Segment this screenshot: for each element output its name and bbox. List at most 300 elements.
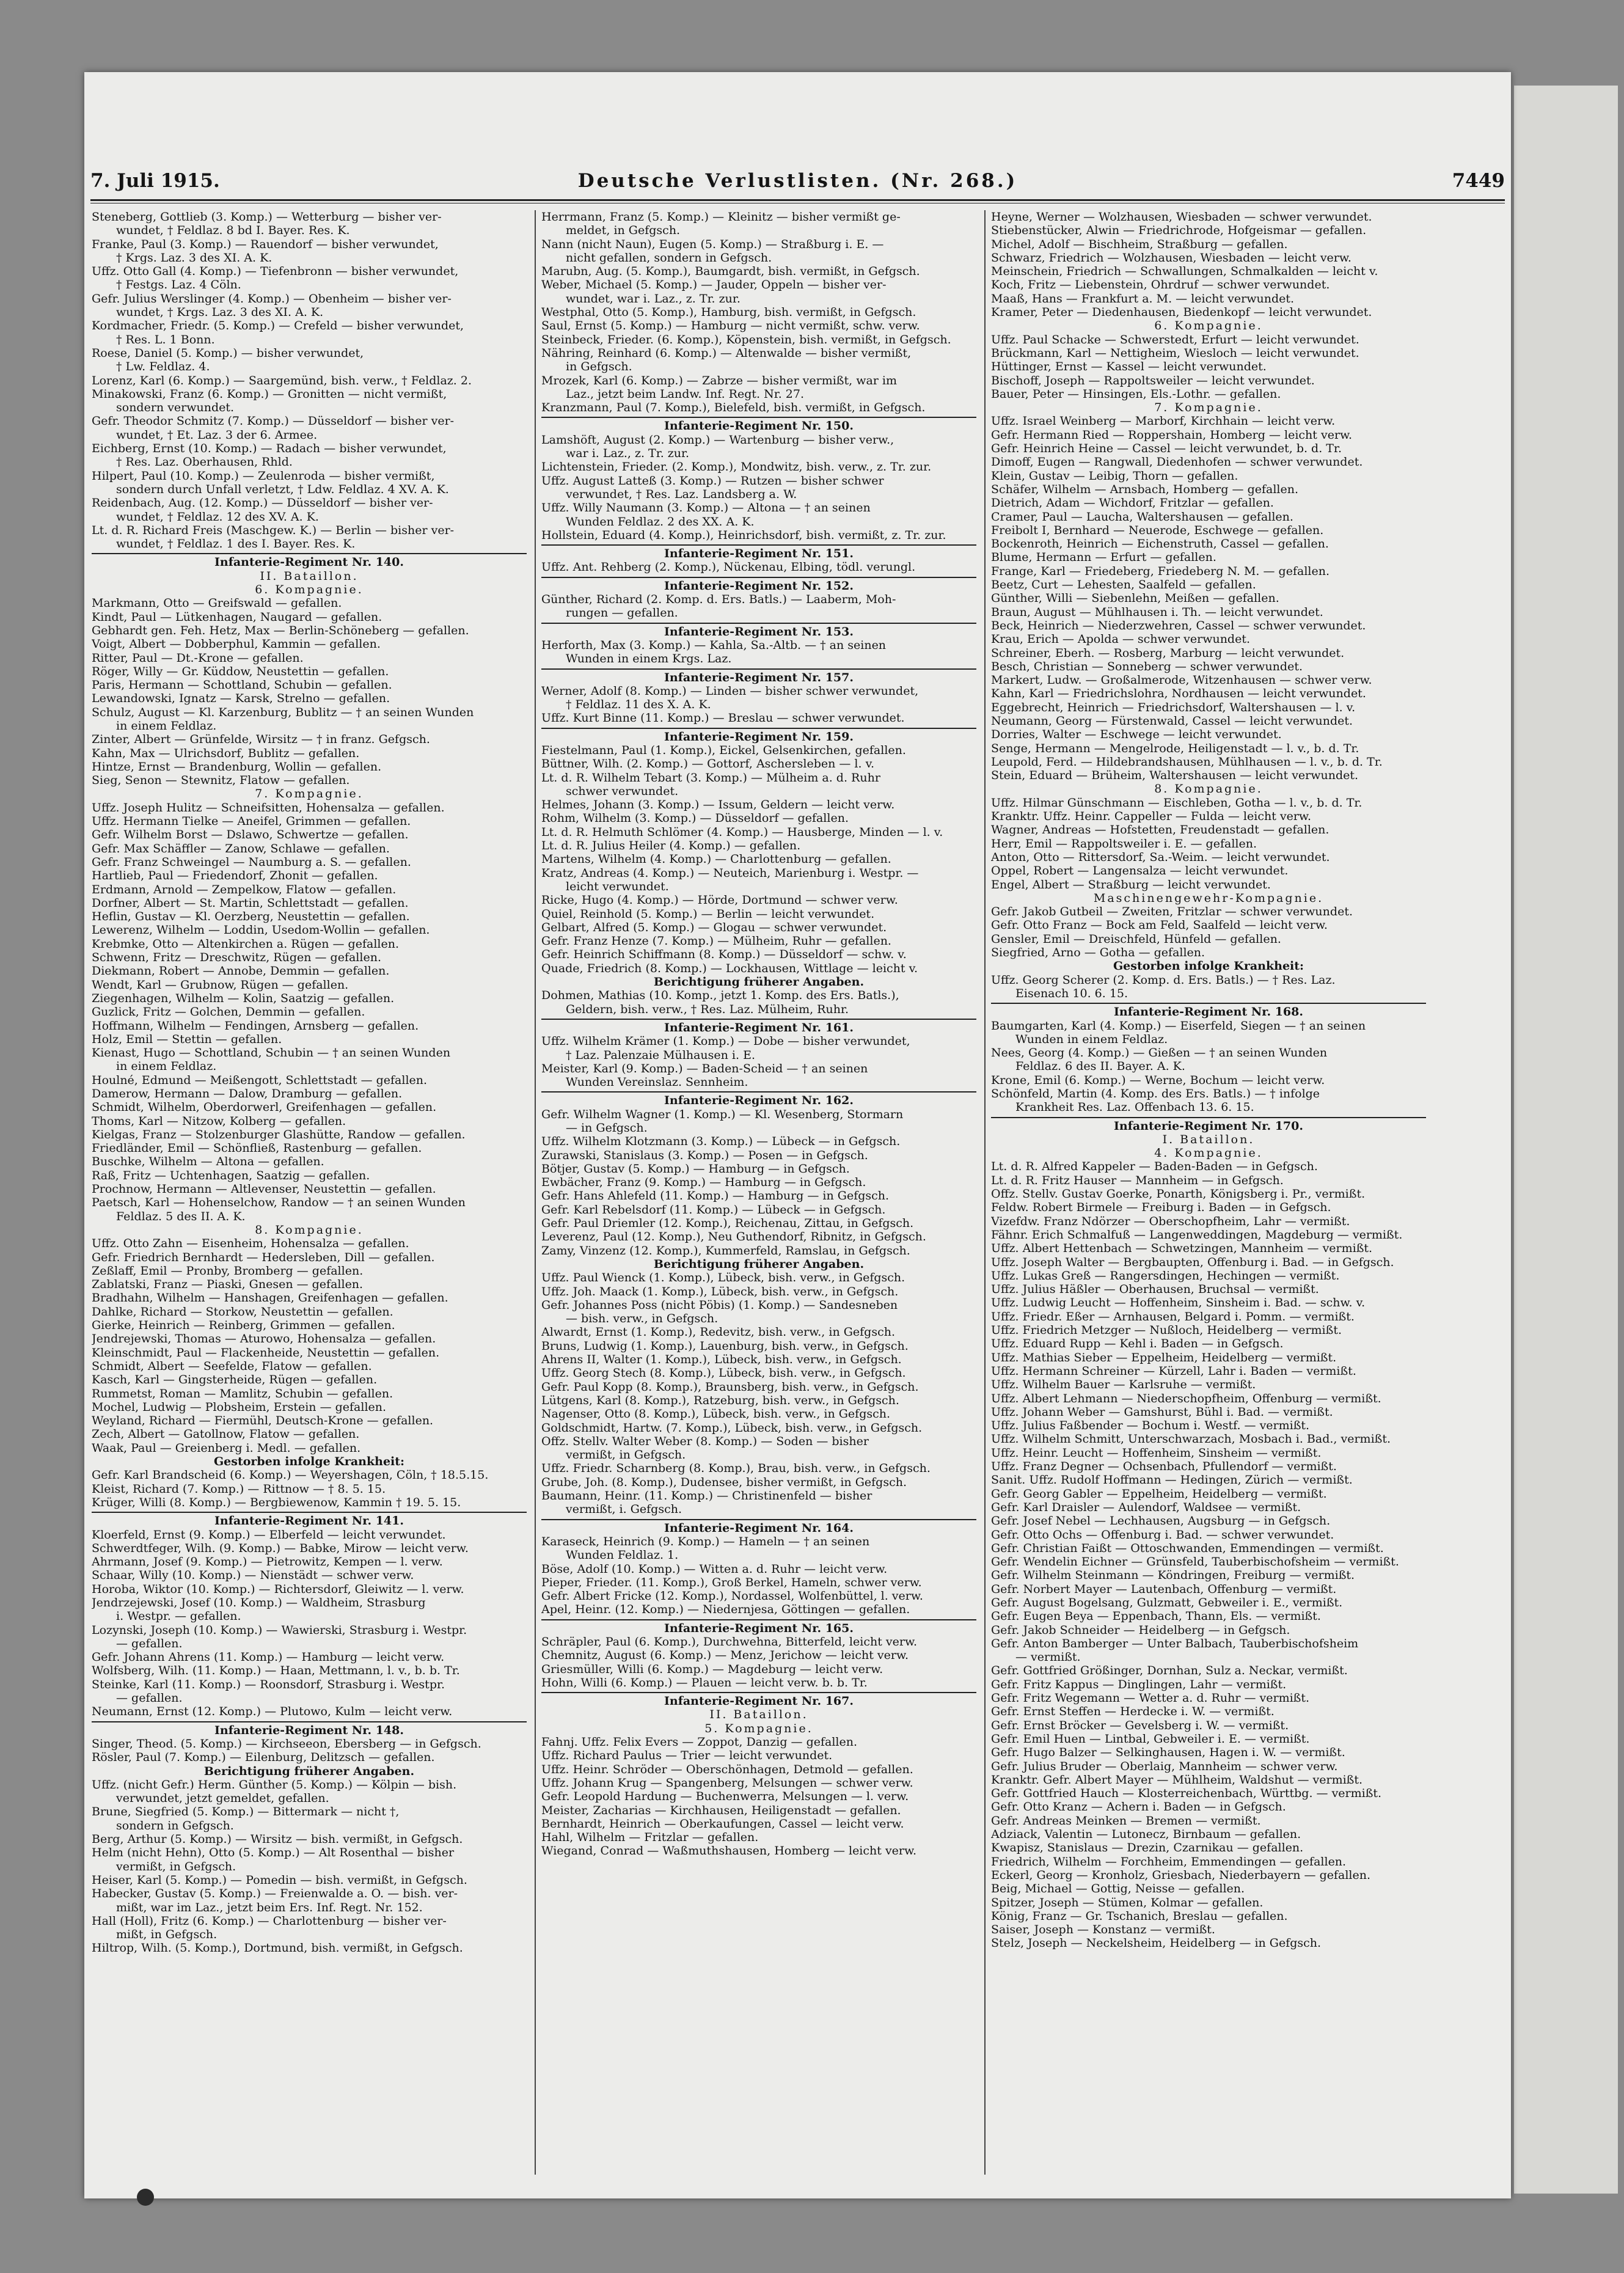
entry-continuation: nicht gefallen, sondern in Gefgsch. [566, 251, 772, 265]
casualty-entry: Oppel, Robert — Langensalza — leicht verwundet. [991, 864, 1289, 878]
casualty-entry: Kranktr. Gefr. Albert Mayer — Mühlheim, Waldshut — vermißt. [991, 1773, 1363, 1787]
casualty-entry: Neumann, Ernst (12. Komp.) — Plutowo, Kulm — leicht verw. [92, 1705, 453, 1719]
casualty-entry: Gefr. Jakob Gutbeil — Zweiten, Fritzlar — schwer verwundet. [991, 905, 1353, 919]
casualty-entry: Paetsch, Karl — Hohenselchow, Randow — † an seinen Wunden [92, 1196, 466, 1210]
casualty-entry: Kratz, Andreas (4. Komp.) — Neuteich, Marienburg i. Westpr. — [541, 866, 919, 880]
entry-continuation: Feldlaz. 5 des II. A. K. [116, 1209, 246, 1223]
casualty-entry: Dohmen, Mathias (10. Komp., jetzt 1. Komp. des Ers. Batls.), [541, 989, 899, 1003]
casualty-entry: Schäfer, Wilhelm — Arnsbach, Homberg — gefallen. [991, 482, 1299, 496]
casualty-entry: Hartlieb, Paul — Friedendorf, Zhonit — gefallen. [92, 869, 378, 883]
casualty-entry: Kielgas, Franz — Stolzenburger Glashütte, Randow — gefallen. [92, 1127, 466, 1141]
entry-continuation: † Feldlaz. 11 des X. A. K. [566, 698, 711, 712]
casualty-entry: Uffz. Israel Weinberg — Marborf, Kirchhain — leicht verw. [991, 414, 1336, 428]
entry-continuation: Wunden Feldlaz. 2 des XX. A. K. [566, 514, 755, 529]
casualty-entry: Gefr. Gottfried Größinger, Dornhan, Sulz a. Neckar, vermißt. [991, 1664, 1348, 1678]
casualty-entry: Uffz. Julius Faßbender — Bochum i. Westf. — vermißt. [991, 1419, 1310, 1433]
section-note: Berichtigung früherer Angaben. [203, 1764, 415, 1778]
casualty-entry: Uffz. Johann Krug — Spangenberg, Melsungen — schwer verw. [541, 1776, 913, 1790]
casualty-entry: Reidenbach, Aug. (12. Komp.) — Düsseldorf — bisher ver- [92, 496, 433, 510]
entry-continuation: wundet, † Feldlaz. 1 des I. Bayer. Res. K. [116, 537, 356, 551]
casualty-entry: Kranktr. Uffz. Heinr. Cappeller — Fulda — leicht verw. [991, 810, 1311, 824]
casualty-entry: Uffz. Otto Gall (4. Komp.) — Tiefenbronn — bisher verwundet, [92, 265, 459, 279]
casualty-entry: Bötjer, Gustav (5. Komp.) — Hamburg — in Gefgsch. [541, 1162, 850, 1176]
casualty-entry: Voigt, Albert — Dobberphul, Kammin — gefallen. [92, 637, 381, 651]
casualty-entry: Ahrens II, Walter (1. Komp.), Lübeck, bish. verw., in Gefgsch. [541, 1353, 902, 1367]
casualty-entry: Minakowski, Franz (6. Komp.) — Gronitten — nicht vermißt, [92, 387, 447, 401]
page-header [90, 170, 1505, 200]
casualty-entry: Dimoff, Eugen — Rangwall, Diedenhofen — schwer verwundet. [991, 455, 1363, 469]
casualty-entry: Damerow, Hermann — Dalow, Dramburg — gefallen. [92, 1087, 403, 1100]
casualty-entry: Guzlick, Fritz — Golchen, Demmin — gefallen. [92, 1005, 365, 1019]
casualty-entry: Schwerdtfeger, Wilh. (9. Komp.) — Babke, Mirow — leicht verw. [92, 1541, 469, 1555]
casualty-entry: Beig, Michael — Gottig, Neisse — gefallen. [991, 1882, 1245, 1896]
casualty-entry: Vizefdw. Franz Ndörzer — Oberschopfheim, Lahr — vermißt. [991, 1214, 1350, 1228]
casualty-entry: Jendrzejewski, Josef (10. Komp.) — Waldheim, Strasburg [92, 1595, 426, 1609]
casualty-entry: Baumgarten, Karl (4. Komp.) — Eiserfeld, Siegen — † an seinen [991, 1019, 1366, 1033]
casualty-entry: Besch, Christian — Sonneberg — schwer verwundet. [991, 659, 1303, 673]
casualty-entry: Maaß, Hans — Frankfurt a. M. — leicht verwundet. [991, 291, 1295, 306]
casualty-entry: Gefr. Ernst Bröcker — Gevelsberg i. W. — vermißt. [991, 1718, 1289, 1732]
header-title: Deutsche Verlustlisten. [577, 170, 882, 192]
casualty-entry: Kienast, Hugo — Schottland, Schubin — † an seinen Wunden [92, 1046, 451, 1060]
casualty-entry: Kwapisz, Stanislaus — Drezin, Czarnikau — gefallen. [991, 1841, 1304, 1855]
casualty-entry: Uffz. Kurt Binne (11. Komp.) — Breslau — schwer verwundet. [541, 711, 905, 725]
casualty-entry: Kindt, Paul — Lütkenhagen, Naugard — gefallen. [92, 610, 382, 624]
casualty-entry: Helm (nicht Hehn), Otto (5. Komp.) — Alt Rosenthal — bisher [92, 1846, 455, 1860]
regiment-heading: Infanterie-Regiment Nr. 152. [541, 577, 976, 593]
casualty-entry: Schreiner, Eberh. — Rosberg, Marburg — leicht verwundet. [991, 646, 1345, 660]
casualty-entry: Krau, Erich — Apolda — schwer verwundet. [991, 632, 1251, 646]
casualty-entry: Holz, Emil — Stettin — gefallen. [92, 1032, 282, 1046]
casualty-entry: Eggebrecht, Heinrich — Friedrichsdorf, Waltershausen — l. v. [991, 700, 1356, 714]
casualty-entry: Günther, Richard (2. Komp. d. Ers. Batls.) — Laaberm, Moh- [541, 593, 896, 607]
entry-continuation: — gefallen. [116, 1691, 183, 1705]
casualty-entry: Brune, Siegfried (5. Komp.) — Bittermark — nicht †, [92, 1805, 400, 1819]
casualty-entry: Lt. d. R. Alfred Kappeler — Baden-Baden — in Gefgsch. [991, 1160, 1318, 1174]
entry-continuation: Geldern, bish. verw., † Res. Laz. Mülheim, Ruhr. [566, 1002, 849, 1016]
regiment-heading: Infanterie-Regiment Nr. 161. [541, 1019, 976, 1034]
casualty-entry: Gefr. Wilhelm Wagner (1. Komp.) — Kl. Wesenberg, Stormarn [541, 1107, 904, 1121]
casualty-entry: Wiegand, Conrad — Waßmuthshausen, Homberg — leicht verw. [541, 1844, 917, 1858]
casualty-entry: Uffz. Franz Degner — Ochsenbach, Pfullendorf — vermißt. [991, 1460, 1337, 1474]
casualty-entry: Kleist, Richard (7. Komp.) — Rittnow — † 8. 5. 15. [92, 1482, 386, 1496]
casualty-entry: Gefr. Wilhelm Borst — Dslawo, Schwertze — gefallen. [92, 828, 409, 842]
entry-continuation: † Lw. Feldlaz. 4. [116, 360, 210, 374]
unit-subheading: Maschinengewehr-Kompagnie. [1093, 891, 1324, 905]
casualty-entry: Saiser, Joseph — Konstanz — vermißt. [991, 1923, 1215, 1937]
entry-continuation: vermißt, in Gefgsch. [566, 1448, 686, 1462]
casualty-entry: Gebhardt gen. Feh. Hetz, Max — Berlin-Schöneberg — gefallen. [92, 623, 469, 637]
entry-continuation: Krankheit Res. Laz. Offenbach 13. 6. 15. [1015, 1100, 1254, 1115]
casualty-entry: Uffz. Friedr. Scharnberg (8. Komp.), Brau, bish. verw., in Gefgsch. [541, 1462, 931, 1476]
regiment-heading: Infanterie-Regiment Nr. 167. [541, 1692, 976, 1708]
casualty-entry: Schmidt, Wilhelm, Oberdorwerl, Greifenhagen — gefallen. [92, 1100, 437, 1115]
casualty-entry: Rummetst, Roman — Mamlitz, Schubin — gefallen. [92, 1386, 393, 1400]
casualty-entry: Krone, Emil (6. Komp.) — Werne, Bochum — leicht verw. [991, 1073, 1325, 1087]
casualty-entry: Schmidt, Albert — Seefelde, Flatow — gefallen. [92, 1359, 372, 1373]
entry-continuation: in einem Feldlaz. [116, 719, 217, 733]
entry-continuation: † Laz. Palenzaie Mülhausen i. E. [566, 1048, 755, 1062]
casualty-entry: Buschke, Wilhelm — Altona — gefallen. [92, 1155, 324, 1169]
casualty-entry: Paris, Hermann — Schottland, Schubin — gefallen. [92, 678, 392, 692]
casualty-entry: Markmann, Otto — Greifswald — gefallen. [92, 596, 342, 610]
casualty-entry: Kasch, Karl — Gingsterheide, Rügen — gefallen. [92, 1373, 378, 1387]
casualty-entry: Meinschein, Friedrich — Schwallungen, Schmalkalden — leicht v. [991, 265, 1378, 279]
entry-continuation: † Res. Laz. Oberhausen, Rhld. [116, 455, 293, 469]
entry-continuation: wundet, † Krgs. Laz. 3 des XI. A. K. [116, 306, 324, 320]
casualty-entry: Eckerl, Georg — Kronholz, Griesbach, Niederbayern — gefallen. [991, 1868, 1371, 1882]
casualty-entry: Lorenz, Karl (6. Komp.) — Saargemünd, bish. verw., † Feldlaz. 2. [92, 373, 472, 387]
casualty-entry: Gefr. Max Schäffler — Zanow, Schlawe — gefallen. [92, 841, 390, 855]
casualty-entry: Steinbeck, Frieder. (6. Komp.), Köpenstein, bish. vermißt, in Gefgsch. [541, 332, 951, 346]
casualty-entry: Röger, Willy — Gr. Küddow, Neustettin — gefallen. [92, 664, 389, 678]
casualty-entry: Eichberg, Ernst (10. Komp.) — Radach — bisher verwundet, [92, 442, 447, 456]
casualty-entry: Gefr. August Bogelsang, Gulzmatt, Gebweiler i. E., vermißt. [991, 1595, 1343, 1609]
casualty-entry: Uffz. Willy Naumann (3. Komp.) — Altona — † an seinen [541, 501, 871, 515]
casualty-entry: Uffz. Hermann Schreiner — Kürzell, Lahr i. Baden — vermißt. [991, 1364, 1356, 1378]
regiment-heading: Infanterie-Regiment Nr. 148. [92, 1721, 527, 1737]
casualty-entry: Gefr. Julius Bruder — Oberlaig, Mannheim — schwer verw. [991, 1759, 1338, 1773]
casualty-entry: Wolfsberg, Wilh. (11. Komp.) — Haan, Mettmann, l. v., b. b. Tr. [92, 1664, 460, 1678]
entry-continuation: Wunden Feldlaz. 1. [566, 1548, 679, 1562]
casualty-entry: Gefr. Franz Schweingel — Naumburg a. S. — gefallen. [92, 855, 411, 869]
unit-subheading: 7. Kompagnie. [1154, 401, 1263, 415]
casualty-entry: Schulz, August — Kl. Karzenburg, Bublitz — † an seinen Wunden [92, 705, 474, 719]
casualty-entry: Werner, Adolf (8. Komp.) — Linden — bisher schwer verwundet, [541, 684, 919, 698]
regiment-heading: Infanterie-Regiment Nr. 140. [92, 553, 527, 569]
casualty-entry: Uffz. Joseph Hulitz — Schneifsitten, Hohensalza — gefallen. [92, 800, 445, 814]
casualty-entry: Uffz. Albert Hettenbach — Schwetzingen, Mannheim — vermißt. [991, 1242, 1373, 1256]
regiment-heading: Infanterie-Regiment Nr. 168. [991, 1003, 1426, 1019]
casualty-entry: Uffz. Wilhelm Klotzmann (3. Komp.) — Lübeck — in Gefgsch. [541, 1135, 901, 1149]
casualty-entry: Leverenz, Paul (12. Komp.), Neu Guthendorf, Ribnitz, in Gefgsch. [541, 1230, 926, 1244]
casualty-entry: Gefr. Johann Ahrens (11. Komp.) — Hamburg — leicht verw. [92, 1650, 445, 1664]
casualty-entry: Uffz. Wilhelm Bauer — Karlsruhe — vermißt. [991, 1378, 1256, 1392]
entry-continuation: sondern durch Unfall verletzt, † Ldw. Feldlaz. 4 XV. A. K. [116, 482, 449, 496]
casualty-entry: Adziack, Valentin — Lutonecz, Birnbaum — gefallen. [991, 1828, 1301, 1842]
casualty-entry: Gefr. Jakob Schneider — Heidelberg — in Gefgsch. [991, 1623, 1290, 1637]
casualty-entry: Singer, Theod. (5. Komp.) — Kirchseeon, Ebersberg — in Gefgsch. [92, 1737, 481, 1751]
casualty-entry: Fiestelmann, Paul (1. Komp.), Eickel, Gelsenkirchen, gefallen. [541, 743, 906, 757]
column-divider [535, 210, 536, 2175]
casualty-entry: Weber, Michael (5. Komp.) — Jauder, Oppeln — bisher ver- [541, 278, 887, 292]
casualty-entry: Uffz. Lukas Greß — Rangersdingen, Hechingen — vermißt. [991, 1268, 1340, 1283]
casualty-entry: Grube, Joh. (8. Komp.), Dudensee, bisher vermißt, in Gefgsch. [541, 1475, 907, 1489]
casualty-entry: Gefr. Fritz Wegemann — Wetter a. d. Ruhr — vermißt. [991, 1691, 1310, 1705]
casualty-entry: Chemnitz, August (6. Komp.) — Menz, Jerichow — leicht verw. [541, 1649, 909, 1663]
casualty-entry: Gefr. Paul Kopp (8. Komp.), Braunsberg, bish. verw., in Gefgsch. [541, 1380, 919, 1394]
casualty-entry: Lütgens, Karl (8. Komp.), Ratzeburg, bish. verw., in Gefgsch. [541, 1393, 899, 1407]
regiment-heading: Infanterie-Regiment Nr. 153. [541, 623, 976, 639]
entry-continuation: Feldlaz. 6 des II. Bayer. A. K. [1015, 1060, 1185, 1074]
casualty-entry: Uffz. Paul Schacke — Schwerstedt, Erfurt — leicht verwundet. [991, 332, 1359, 346]
casualty-entry: Steneberg, Gottlieb (3. Komp.) — Wetterburg — bisher ver- [92, 210, 442, 224]
casualty-entry: Apel, Heinr. (12. Komp.) — Niedernjesa, Göttingen — gefallen. [541, 1603, 910, 1617]
casualty-entry: Beck, Heinrich — Niederzwehren, Cassel — schwer verwundet. [991, 618, 1366, 632]
casualty-entry: Kleinschmidt, Paul — Flackenheide, Neustettin — gefallen. [92, 1345, 440, 1360]
casualty-entry: Gierke, Heinrich — Reinberg, Grimmen — gefallen. [92, 1319, 395, 1333]
casualty-entry: Uffz. Wilhelm Schmitt, Unterschwarzach, Mosbach i. Bad., vermißt. [991, 1432, 1391, 1446]
casualty-entry: Sanit. Uffz. Rudolf Hoffmann — Hedingen, Zürich — vermißt. [991, 1473, 1353, 1487]
casualty-entry: Rösler, Paul (7. Komp.) — Eilenburg, Delitzsch — gefallen. [92, 1751, 435, 1765]
regiment-heading: Infanterie-Regiment Nr. 141. [92, 1512, 527, 1528]
entry-continuation: mißt, war im Laz., jetzt beim Ers. Inf. Regt. Nr. 152. [116, 1900, 423, 1914]
casualty-entry: Quiel, Reinhold (5. Komp.) — Berlin — leicht verwundet. [541, 907, 875, 921]
entry-continuation: wundet, † Feldlaz. 8 bd I. Bayer. Res. K. [116, 224, 350, 238]
casualty-entry: Hall (Holl), Fritz (6. Komp.) — Charlottenburg — bisher ver- [92, 1914, 447, 1928]
casualty-entry: Nagenser, Otto (8. Komp.), Lübeck, bish. verw., in Gefgsch. [541, 1407, 891, 1421]
casualty-entry: Dorries, Walter — Eschwege — leicht verwundet. [991, 728, 1282, 742]
casualty-entry: Krebmke, Otto — Altenkirchen a. Rügen — gefallen. [92, 937, 399, 951]
casualty-entry: Siegfried, Arno — Gotha — gefallen. [991, 946, 1205, 960]
casualty-entry: Marubn, Aug. (5. Komp.), Baumgardt, bish. vermißt, in Gefgsch. [541, 265, 920, 279]
entry-continuation: i. Westpr. — gefallen. [116, 1609, 241, 1623]
casualty-entry: Gefr. Wendelin Eichner — Grünsfeld, Tauberbischofsheim — vermißt. [991, 1555, 1399, 1569]
entry-continuation: † Festgs. Laz. 4 Cöln. [116, 278, 241, 292]
casualty-entry: Uffz. Friedrich Metzger — Nußloch, Heidelberg — vermißt. [991, 1323, 1342, 1338]
casualty-entry: Lt. d. R. Julius Heiler (4. Komp.) — gefallen. [541, 839, 801, 853]
casualty-entry: Wendt, Karl — Grubnow, Rügen — gefallen. [92, 978, 349, 992]
unit-subheading: II. Bataillon. [260, 569, 359, 583]
casualty-entry: Uffz. Richard Paulus — Trier — leicht verwundet. [541, 1749, 833, 1763]
casualty-entry: Gefr. Wilhelm Steinmann — Köndringen, Freiburg — vermißt. [991, 1568, 1355, 1583]
casualty-entry: Goldschmidt, Hartw. (7. Komp.), Lübeck, bish. verw., in Gefgsch. [541, 1421, 923, 1435]
casualty-entry: Ritter, Paul — Dt.-Krone — gefallen. [92, 651, 304, 665]
casualty-entry: Uffz. Georg Stech (8. Komp.), Lübeck, bish. verw., in Gefgsch. [541, 1366, 906, 1380]
regiment-heading: Infanterie-Regiment Nr. 151. [541, 544, 976, 560]
entry-continuation: vermißt, i. Gefgsch. [566, 1503, 682, 1517]
entry-continuation: in einem Feldlaz. [116, 1060, 217, 1074]
casualty-entry: Beetz, Curt — Lehesten, Saalfeld — gefallen. [991, 578, 1256, 592]
casualty-entry: Koch, Fritz — Liebenstein, Ohrdruf — schwer verwundet. [991, 278, 1330, 292]
casualty-entry: Gefr. Georg Gabler — Eppelheim, Heidelberg — vermißt. [991, 1487, 1327, 1501]
casualty-entry: Uffz. Eduard Rupp — Kehl i. Baden — in Gefgsch. [991, 1337, 1284, 1351]
casualty-entry: Gefr. Otto Kranz — Achern i. Baden — in Gefgsch. [991, 1800, 1286, 1814]
casualty-entry: Neumann, Georg — Fürstenwald, Cassel — leicht verwundet. [991, 714, 1353, 728]
casualty-entry: Büttner, Wilh. (2. Komp.) — Gottorf, Aschersleben — l. v. [541, 757, 875, 771]
casualty-entry: Baumann, Heinr. (11. Komp.) — Christinenfeld — bisher [541, 1489, 872, 1503]
casualty-entry: Uffz. Heinr. Schröder — Oberschönhagen, Detmold — gefallen. [541, 1762, 913, 1776]
casualty-entry: Freibolt I, Bernhard — Neuerode, Eschwege — gefallen. [991, 523, 1324, 537]
casualty-entry: Lt. d. R. Fritz Hauser — Mannheim — in Gefgsch. [991, 1173, 1284, 1187]
casualty-entry: Uffz. Joseph Walter — Bergbaupten, Offenburg i. Bad. — in Gefgsch. [991, 1255, 1394, 1269]
casualty-entry: Uffz. (nicht Gefr.) Herm. Günther (5. Komp.) — Kölpin — bish. [92, 1777, 457, 1792]
casualty-entry: Hahl, Wilhelm — Fritzlar — gefallen. [541, 1831, 759, 1845]
entry-continuation: Wunden in einem Krgs. Laz. [566, 652, 732, 666]
casualty-entry: Brückmann, Karl — Nettigheim, Wiesloch — leicht verwundet. [991, 346, 1359, 360]
casualty-entry: Gefr. Christian Faißt — Ottoschwanden, Emmendingen — vermißt. [991, 1541, 1384, 1555]
casualty-entry: Waak, Paul — Greienberg i. Medl. — gefallen. [92, 1441, 361, 1455]
casualty-entry: Blume, Hermann — Erfurt — gefallen. [991, 551, 1216, 565]
casualty-entry: Prochnow, Hermann — Altlevenser, Neustettin — gefallen. [92, 1182, 436, 1196]
casualty-entry: Anton, Otto — Rittersdorf, Sa.-Weim. — leicht verwundet. [991, 850, 1330, 864]
casualty-entry: Stein, Eduard — Brüheim, Waltershausen — leicht verwundet. [991, 769, 1359, 783]
casualty-entry: Uffz. Heinr. Leucht — Hoffenheim, Sinsheim — vermißt. [991, 1446, 1322, 1460]
casualty-entry: Ahrmann, Josef (9. Komp.) — Pietrowitz, Kempen — l. verw. [92, 1555, 443, 1569]
regiment-heading: Infanterie-Regiment Nr. 157. [541, 668, 976, 684]
casualty-entry: Michel, Adolf — Bischheim, Straßburg — gefallen. [991, 237, 1288, 251]
casualty-entry: Zurawski, Stanislaus (3. Komp.) — Posen — in Gefgsch. [541, 1148, 868, 1162]
casualty-entry: Ziegenhagen, Wilhelm — Kolin, Saatzig — gefallen. [92, 991, 395, 1005]
casualty-entry: Uffz. Ludwig Leucht — Hoffenheim, Sinsheim i. Bad. — schw. v. [991, 1296, 1366, 1310]
casualty-entry: Martens, Wilhelm (4. Komp.) — Charlottenburg — gefallen. [541, 852, 891, 866]
casualty-entry: Heflin, Gustav — Kl. Oerzberg, Neustettin — gefallen. [92, 910, 410, 924]
entry-continuation: mißt, in Gefgsch. [116, 1928, 218, 1942]
casualty-entry: Zablatski, Franz — Piaski, Gnesen — gefallen. [92, 1278, 364, 1292]
casualty-entry: Mochel, Ludwig — Plobsheim, Erstein — gefallen. [92, 1400, 387, 1414]
casualty-entry: Gefr. Anton Bamberger — Unter Balbach, Tauberbischofsheim [991, 1636, 1359, 1650]
casualty-entry: Uffz. Ant. Rehberg (2. Komp.), Nückenau, Elbing, tödl. verungl. [541, 560, 916, 574]
casualty-entry: Meister, Zacharias — Kirchhausen, Heiligenstadt — gefallen. [541, 1803, 901, 1817]
casualty-entry: Gefr. Julius Werslinger (4. Komp.) — Obenheim — bisher ver- [92, 291, 452, 306]
casualty-entry: Günther, Willi — Siebenlehn, Meißen — gefallen. [991, 591, 1279, 606]
unit-subheading: 5. Kompagnie. [704, 1721, 813, 1735]
casualty-entry: Raß, Fritz — Uchtenhagen, Saatzig — gefallen. [92, 1168, 370, 1182]
casualty-entry: Kloerfeld, Ernst (9. Komp.) — Elberfeld — leicht verwundet. [92, 1528, 446, 1542]
unit-subheading: 6. Kompagnie. [255, 583, 364, 597]
header-page-number: 7449 [1452, 170, 1505, 192]
casualty-entry: Gefr. Hermann Ried — Roppershain, Homberg — leicht verw. [991, 428, 1353, 442]
casualty-entry: Uffz. Wilhelm Krämer (1. Komp.) — Dobe — bisher verwundet, [541, 1034, 910, 1049]
casualty-entry: Gefr. Fritz Kappus — Dinglingen, Lahr — vermißt. [991, 1677, 1287, 1691]
casualty-entry: Uffz. Paul Wienck (1. Komp.), Lübeck, bish. verw., in Gefgsch. [541, 1271, 905, 1285]
casualty-entry: Kahn, Max — Ulrichsdorf, Bublitz — gefallen. [92, 746, 360, 760]
casualty-entry: Herforth, Max (3. Komp.) — Kahla, Sa.-Altb. — † an seinen [541, 638, 887, 652]
casualty-entry: Weyland, Richard — Fiermühl, Deutsch-Krone — gefallen. [92, 1414, 434, 1428]
casualty-entry: Gefr. Karl Rebelsdorf (11. Komp.) — Lübeck — in Gefgsch. [541, 1202, 886, 1217]
casualty-entry: Gefr. Hans Ahlefeld (11. Komp.) — Hamburg — in Gefgsch. [541, 1189, 890, 1203]
casualty-entry: Griesmüller, Willi (6. Komp.) — Magdeburg — leicht verw. [541, 1662, 883, 1676]
casualty-entry: Habecker, Gustav (5. Komp.) — Freienwalde a. O. — bish. ver- [92, 1887, 458, 1901]
casualty-entry: Kramer, Peter — Diedenhausen, Biedenkopf — leicht verwundet. [991, 306, 1372, 320]
entry-continuation: † Res. L. 1 Bonn. [116, 332, 215, 346]
casualty-entry: Dorfner, Albert — St. Martin, Schlettstadt — gefallen. [92, 896, 409, 910]
casualty-entry: Lamshöft, August (2. Komp.) — Wartenburg — bisher verw., [541, 433, 894, 447]
casualty-entry: Helmes, Johann (3. Komp.) — Issum, Geldern — leicht verw. [541, 798, 895, 812]
casualty-entry: Offz. Stellv. Walter Weber (8. Komp.) — Soden — bisher [541, 1434, 869, 1448]
casualty-entry: Lt. d. R. Richard Freis (Maschgew. K.) — Berlin — bisher ver- [92, 523, 455, 537]
casualty-entry: Lewandowski, Ignatz — Karsk, Strelno — gefallen. [92, 692, 390, 706]
section-note: Berichtigung früherer Angaben. [653, 975, 865, 989]
casualty-entry: Uffz. Otto Zahn — Eisenheim, Hohensalza — gefallen. [92, 1237, 409, 1251]
casualty-entry: Gefr. Karl Brandscheid (6. Komp.) — Weyershagen, Cöln, † 18.5.15. [92, 1468, 489, 1482]
casualty-entry: Hilpert, Paul (10. Komp.) — Zeulenroda — bisher vermißt, [92, 469, 435, 483]
casualty-entry: Gefr. Eugen Beya — Eppenbach, Thann, Els. — vermißt. [991, 1609, 1321, 1623]
casualty-entry: Stelz, Joseph — Neckelsheim, Heidelberg — in Gefgsch. [991, 1936, 1322, 1950]
casualty-entry: Lichtenstein, Frieder. (2. Komp.), Mondwitz, bish. verw., z. Tr. zur. [541, 460, 932, 474]
column-left [92, 210, 527, 1955]
regiment-heading: Infanterie-Regiment Nr. 164. [541, 1519, 976, 1535]
section-note: Gestorben infolge Krankheit: [213, 1455, 405, 1469]
column-divider [984, 210, 986, 2175]
casualty-entry: Friedrich, Wilhelm — Forchheim, Emmendingen — gefallen. [991, 1854, 1347, 1869]
casualty-entry: Diekmann, Robert — Annobe, Demmin — gefallen. [92, 964, 390, 978]
casualty-entry: Schaar, Willy (10. Komp.) — Nienstädt — schwer verw. [92, 1568, 414, 1583]
casualty-entry: Jendrejewski, Thomas — Aturowo, Hohensalza — gefallen. [92, 1332, 436, 1346]
casualty-entry: Hohn, Willi (6. Komp.) — Plauen — leicht verw. b. b. Tr. [541, 1675, 868, 1689]
casualty-entry: Ricke, Hugo (4. Komp.) — Hörde, Dortmund — schwer verw. [541, 893, 898, 907]
casualty-entry: Kordmacher, Friedr. (5. Komp.) — Crefeld — bisher verwundet, [92, 319, 464, 333]
casualty-entry: Spitzer, Joseph — Stümen, Kolmar — gefallen. [991, 1895, 1264, 1909]
casualty-entry: Erdmann, Arnold — Zempelkow, Flatow — gefallen. [92, 882, 397, 896]
casualty-entry: Uffz. Julius Häßler — Oberhausen, Bruchsal — vermißt. [991, 1283, 1319, 1297]
regiment-heading: Infanterie-Regiment Nr. 162. [541, 1091, 976, 1107]
column-right [991, 210, 1426, 1950]
casualty-entry: Fähnr. Erich Schmalfuß — Langenweddingen, Magdeburg — vermißt. [991, 1228, 1403, 1242]
entry-continuation: † Krgs. Laz. 3 des XI. A. K. [116, 251, 272, 265]
casualty-entry: Gefr. Heinrich Heine — Cassel — leicht verwundet, b. d. Tr. [991, 442, 1342, 456]
casualty-entry: Hüttinger, Ernst — Kassel — leicht verwundet. [991, 360, 1267, 374]
casualty-entry: Cramer, Paul — Laucha, Waltershausen — gefallen. [991, 510, 1293, 524]
casualty-entry: Franke, Paul (3. Komp.) — Rauendorf — bisher verwundet, [92, 237, 439, 251]
casualty-entry: Ewbächer, Franz (9. Komp.) — Hamburg — in Gefgsch. [541, 1176, 866, 1190]
casualty-entry: Dahlke, Richard — Storkow, Neustettin — gefallen. [92, 1305, 393, 1319]
page-edge [1514, 86, 1618, 2194]
casualty-entry: Engel, Albert — Straßburg — leicht verwundet. [991, 877, 1271, 891]
casualty-entry: Houlné, Edmund — Meißengott, Schlettstadt — gefallen. [92, 1073, 428, 1087]
entry-continuation: leicht verwundet. [566, 879, 669, 893]
casualty-entry: Gefr. Leopold Hardung — Buchenwerra, Melsungen — l. verw. [541, 1790, 909, 1804]
casualty-entry: Roese, Daniel (5. Komp.) — bisher verwundet, [92, 346, 364, 360]
entry-continuation: sondern in Gefgsch. [116, 1818, 234, 1832]
column-middle [541, 210, 976, 1858]
casualty-entry: Feldw. Robert Birmele — Freiburg i. Baden — in Gefgsch. [991, 1201, 1331, 1215]
casualty-entry: Thoms, Karl — Nitzow, Kolberg — gefallen. [92, 1114, 346, 1128]
entry-continuation: verwundet, † Res. Laz. Landsberg a. W. [566, 487, 797, 501]
casualty-entry: Klein, Gustav — Leibig, Thorn — gefallen. [991, 469, 1238, 483]
casualty-entry: Gefr. Josef Nebel — Lechhausen, Augsburg — in Gefgsch. [991, 1514, 1331, 1528]
casualty-entry: Markert, Ludw. — Großalmerode, Witzenhausen — schwer verw. [991, 673, 1372, 687]
ink-blot [137, 2189, 154, 2206]
unit-subheading: 4. Kompagnie. [1154, 1146, 1263, 1160]
entry-continuation: schwer verwundet. [566, 784, 679, 798]
casualty-entry: Sieg, Senon — Stewnitz, Flatow — gefallen. [92, 774, 350, 788]
unit-subheading: 6. Kompagnie. [1154, 319, 1263, 333]
casualty-entry: Böse, Adolf (10. Komp.) — Witten a. d. Ruhr — leicht verw. [541, 1562, 888, 1576]
casualty-entry: Kahn, Karl — Friedrichslohra, Nordhausen — leicht verwundet. [991, 687, 1366, 701]
casualty-entry: Zech, Albert — Gatollnow, Flatow — gefallen. [92, 1427, 360, 1441]
regiment-heading: Infanterie-Regiment Nr. 150. [541, 417, 976, 433]
entry-continuation: sondern verwundet. [116, 401, 235, 415]
casualty-entry: Zinter, Albert — Grünfelde, Wirsitz — † in franz. Gefgsch. [92, 733, 430, 747]
casualty-entry: Uffz. Mathias Sieber — Eppelheim, Heidelberg — vermißt. [991, 1350, 1337, 1364]
casualty-entry: Uffz. Johann Weber — Gamshurst, Bühl i. Bad. — vermißt. [991, 1405, 1333, 1419]
casualty-entry: Krüger, Willi (8. Komp.) — Bergbiewenow, Kammin † 19. 5. 15. [92, 1495, 461, 1509]
unit-subheading: 7. Kompagnie. [255, 787, 364, 801]
entry-continuation: Wunden Vereinslaz. Sennheim. [566, 1075, 748, 1089]
casualty-entry: Zamy, Vinzenz (12. Komp.), Kummerfeld, Ramslau, in Gefgsch. [541, 1243, 910, 1257]
casualty-entry: Uffz. Friedr. Eßer — Arnhausen, Belgard i. Pomm. — vermißt. [991, 1309, 1355, 1323]
casualty-entry: Hollstein, Eduard (4. Komp.), Heinrichsdorf, bish. vermißt, z. Tr. zur. [541, 528, 946, 542]
casualty-entry: Zeßlaff, Emil — Pronby, Bromberg — gefallen. [92, 1264, 364, 1278]
casualty-entry: Quade, Friedrich (8. Komp.) — Lockhausen, Wittlage — leicht v. [541, 961, 918, 975]
casualty-entry: Senge, Hermann — Mengelrode, Heiligenstadt — l. v., b. d. Tr. [991, 741, 1359, 755]
section-note: Berichtigung früherer Angaben. [653, 1257, 865, 1271]
casualty-entry: Schräpler, Paul (6. Komp.), Durchwehna, Bitterfeld, leicht verw. [541, 1634, 917, 1649]
unit-subheading: II. Bataillon. [709, 1708, 808, 1722]
casualty-entry: Bradhahn, Wilhelm — Hanshagen, Greifenhagen — gefallen. [92, 1291, 448, 1305]
casualty-entry: Uffz. Hermann Tielke — Aneifel, Grimmen — gefallen. [92, 814, 411, 829]
casualty-entry: Gefr. Theodor Schmitz (7. Komp.) — Düsseldorf — bisher ver- [92, 414, 455, 428]
casualty-entry: Pieper, Frieder. (11. Komp.), Groß Berkel, Hameln, schwer verw. [541, 1575, 922, 1589]
header-title-row [90, 170, 1505, 192]
casualty-entry: Gefr. Otto Ochs — Offenburg i. Bad. — schwer verwundet. [991, 1528, 1334, 1542]
casualty-entry: Lt. d. R. Helmuth Schlömer (4. Komp.) — Hausberge, Minden — l. v. [541, 825, 943, 839]
casualty-entry: Lewerenz, Wilhelm — Loddin, Usedom-Wollin — gefallen. [92, 923, 430, 937]
regiment-heading: Infanterie-Regiment Nr. 159. [541, 728, 976, 744]
casualty-entry: Karaseck, Heinrich (9. Komp.) — Hameln — † an seinen [541, 1534, 870, 1548]
casualty-entry: Horoba, Wiktor (10. Komp.) — Richtersdorf, Gleiwitz — l. verw. [92, 1582, 464, 1596]
